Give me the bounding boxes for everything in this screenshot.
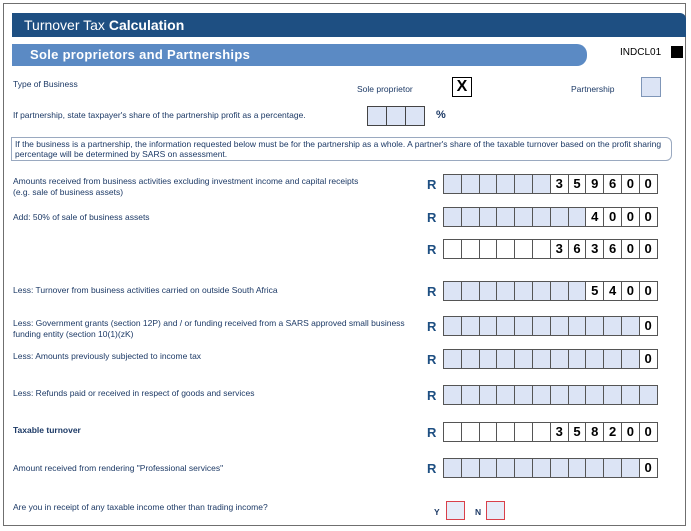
- percentage-digit-box[interactable]: [367, 106, 387, 126]
- form-title-bold: Calculation: [108, 17, 185, 33]
- amount-digit-box[interactable]: 3: [585, 239, 604, 259]
- other-income-no-checkbox[interactable]: [486, 501, 505, 520]
- amount-digit-box[interactable]: [568, 458, 587, 478]
- amount-digit-box[interactable]: [514, 316, 533, 336]
- amount-digit-box[interactable]: 3: [550, 174, 569, 194]
- amount-digit-box[interactable]: [532, 281, 551, 301]
- amount-digit-box[interactable]: [532, 349, 551, 369]
- amount-digit-box[interactable]: [639, 385, 658, 405]
- amount-digit-box[interactable]: [603, 316, 622, 336]
- amount-digit-box[interactable]: [514, 385, 533, 405]
- amount-digit-box[interactable]: [603, 349, 622, 369]
- amount-government-grants[interactable]: [443, 316, 657, 336]
- amount-digit-box[interactable]: [461, 207, 480, 227]
- amount-digit-box[interactable]: [550, 458, 569, 478]
- amount-digit-box[interactable]: [461, 422, 480, 442]
- amount-digit-box[interactable]: [443, 385, 462, 405]
- partnership-share-label: If partnership, state taxpayer's share of the partnership profit as a percentage.: [13, 110, 306, 120]
- amount-digit-box[interactable]: 0: [639, 207, 658, 227]
- amount-digit-box[interactable]: [479, 422, 498, 442]
- yes-label: Y: [434, 507, 440, 517]
- partnership-label: Partnership: [571, 84, 615, 94]
- amount-digit-box[interactable]: 0: [621, 281, 640, 301]
- row-label-sale-of-assets: Add: 50% of sale of business assets: [13, 212, 150, 222]
- percentage-digit-box[interactable]: [405, 106, 425, 126]
- amount-digit-box[interactable]: 6: [603, 239, 622, 259]
- amount-digit-box[interactable]: [496, 458, 515, 478]
- currency-label: R: [427, 284, 437, 299]
- amount-digit-box[interactable]: 9: [585, 174, 604, 194]
- amount-digit-box[interactable]: [443, 174, 462, 194]
- amount-digit-box[interactable]: [621, 458, 640, 478]
- amount-digit-box[interactable]: [568, 281, 587, 301]
- amount-digit-box[interactable]: 0: [621, 239, 640, 259]
- amount-digit-box[interactable]: [550, 207, 569, 227]
- amount-digit-box[interactable]: [621, 316, 640, 336]
- currency-label: R: [427, 425, 437, 440]
- amount-digit-box[interactable]: [496, 422, 515, 442]
- amount-digit-box[interactable]: [479, 239, 498, 259]
- amount-digit-box[interactable]: [496, 385, 515, 405]
- amount-digit-box[interactable]: [479, 385, 498, 405]
- amount-digit-box[interactable]: 0: [639, 316, 658, 336]
- form-code: INDCL01: [620, 47, 662, 58]
- amount-digit-box[interactable]: [461, 316, 480, 336]
- amount-digit-box[interactable]: [514, 239, 533, 259]
- amount-digit-box[interactable]: [496, 174, 515, 194]
- amount-digit-box[interactable]: [479, 281, 498, 301]
- row-label-taxable-turnover: Taxable turnover: [13, 425, 81, 435]
- amount-digit-box[interactable]: [443, 349, 462, 369]
- amount-digit-box[interactable]: [532, 385, 551, 405]
- amount-refunds[interactable]: [443, 385, 657, 405]
- sole-proprietor-checkbox[interactable]: X: [452, 77, 472, 97]
- partnership-note: If the business is a partnership, the information requested below must be for the partnership as a whole. A partner's share of the taxable turnover based on the profit sharing percentage will be determined by SARS on assessment.: [11, 137, 672, 161]
- sole-proprietor-label: Sole proprietor: [357, 84, 413, 94]
- amount-previously-taxed[interactable]: [443, 349, 657, 369]
- amount-digit-box[interactable]: [568, 316, 587, 336]
- other-income-yes-checkbox[interactable]: [446, 501, 465, 520]
- amount-digit-box[interactable]: [496, 239, 515, 259]
- amount-digit-box[interactable]: 4: [603, 281, 622, 301]
- amount-digit-box[interactable]: 3: [550, 239, 569, 259]
- amount-digit-box[interactable]: [514, 174, 533, 194]
- amount-digit-box[interactable]: [461, 281, 480, 301]
- amount-taxable-turnover[interactable]: [443, 422, 657, 442]
- amount-digit-box[interactable]: 0: [639, 174, 658, 194]
- amount-business-receipts[interactable]: [443, 174, 657, 194]
- amount-digit-box[interactable]: [514, 422, 533, 442]
- amount-digit-box[interactable]: 6: [603, 174, 622, 194]
- amount-digit-box[interactable]: [568, 385, 587, 405]
- amount-digit-box[interactable]: 0: [621, 174, 640, 194]
- amount-digit-box[interactable]: [585, 458, 604, 478]
- partnership-share-input[interactable]: [367, 106, 424, 126]
- amount-digit-box[interactable]: [621, 385, 640, 405]
- amount-digit-box[interactable]: [443, 458, 462, 478]
- amount-digit-box[interactable]: [603, 458, 622, 478]
- amount-digit-box[interactable]: [479, 316, 498, 336]
- other-income-question: Are you in receipt of any taxable income other than trading income?: [13, 502, 268, 512]
- amount-digit-box[interactable]: [461, 458, 480, 478]
- amount-digit-box[interactable]: [514, 458, 533, 478]
- amount-digit-box[interactable]: [496, 207, 515, 227]
- amount-digit-box[interactable]: 0: [621, 207, 640, 227]
- currency-label: R: [427, 242, 437, 257]
- amount-digit-box[interactable]: [479, 349, 498, 369]
- amount-digit-box[interactable]: 0: [621, 422, 640, 442]
- amount-digit-box[interactable]: [461, 385, 480, 405]
- amount-digit-box[interactable]: [479, 207, 498, 227]
- currency-label: R: [427, 319, 437, 334]
- amount-digit-box[interactable]: [443, 281, 462, 301]
- amount-digit-box[interactable]: [585, 316, 604, 336]
- amount-digit-box[interactable]: [479, 458, 498, 478]
- currency-label: R: [427, 177, 437, 192]
- row-label-previously-taxed: Less: Amounts previously subjected to income tax: [13, 351, 202, 361]
- amount-digit-box[interactable]: [532, 174, 551, 194]
- partnership-checkbox[interactable]: [641, 77, 661, 97]
- amount-digit-box[interactable]: [550, 349, 569, 369]
- business-type-label: Type of Business: [13, 79, 78, 89]
- amount-digit-box[interactable]: [496, 349, 515, 369]
- amount-digit-box[interactable]: 5: [585, 281, 604, 301]
- no-label: N: [475, 507, 482, 517]
- amount-digit-box[interactable]: 0: [639, 349, 658, 369]
- currency-label: R: [427, 210, 437, 225]
- amount-digit-box[interactable]: [568, 349, 587, 369]
- amount-digit-box[interactable]: [532, 316, 551, 336]
- row-label-outside-sa: Less: Turnover from business activities carried on outside South Africa: [13, 285, 278, 295]
- amount-digit-box[interactable]: [532, 458, 551, 478]
- amount-digit-box[interactable]: [532, 207, 551, 227]
- amount-digit-box[interactable]: [568, 207, 587, 227]
- form-frame: [3, 3, 686, 526]
- amount-digit-box[interactable]: [496, 316, 515, 336]
- amount-digit-box[interactable]: [603, 385, 622, 405]
- amount-digit-box[interactable]: 8: [585, 422, 604, 442]
- amount-digit-box[interactable]: [550, 316, 569, 336]
- amount-professional-services[interactable]: [443, 458, 657, 478]
- amount-digit-box[interactable]: 6: [568, 239, 587, 259]
- row-label-refunds: Less: Refunds paid or received in respect of goods and services: [13, 388, 255, 398]
- amount-digit-box[interactable]: [514, 349, 533, 369]
- amount-digit-box[interactable]: [479, 174, 498, 194]
- amount-digit-box[interactable]: [461, 239, 480, 259]
- amount-digit-box[interactable]: 4: [585, 207, 604, 227]
- amount-digit-box[interactable]: 5: [568, 174, 587, 194]
- amount-digit-box[interactable]: 2: [603, 422, 622, 442]
- amount-digit-box[interactable]: [461, 349, 480, 369]
- amount-digit-box[interactable]: [443, 316, 462, 336]
- amount-outside-sa[interactable]: [443, 281, 657, 301]
- form-marker-square: [671, 46, 683, 58]
- amount-digit-box[interactable]: 0: [603, 207, 622, 227]
- amount-digit-box[interactable]: [514, 207, 533, 227]
- amount-subtotal[interactable]: [443, 239, 657, 259]
- form-title-regular: Turnover Tax: [24, 17, 109, 33]
- currency-label: R: [427, 388, 437, 403]
- percent-sign: %: [436, 109, 446, 121]
- currency-label: R: [427, 352, 437, 367]
- amount-digit-box[interactable]: [443, 207, 462, 227]
- row-label-business-receipts: Amounts received from business activities excluding investment income and capital receipts (e.g. sale of business assets): [13, 176, 359, 197]
- amount-digit-box[interactable]: [550, 281, 569, 301]
- form-title-bar: [12, 13, 686, 37]
- amount-digit-box[interactable]: [621, 349, 640, 369]
- row-label-professional-services: Amount received from rendering "Professional services": [13, 463, 224, 473]
- currency-label: R: [427, 461, 437, 476]
- amount-sale-of-assets[interactable]: [443, 207, 657, 227]
- amount-digit-box[interactable]: 0: [639, 422, 658, 442]
- amount-digit-box[interactable]: [532, 422, 551, 442]
- row-label-government-grants: Less: Government grants (section 12P) and / or funding received from a SARS approved small business funding entity (section 10(1)(zK): [13, 318, 405, 339]
- amount-digit-box[interactable]: [461, 174, 480, 194]
- amount-digit-box[interactable]: 0: [639, 239, 658, 259]
- amount-digit-box[interactable]: [585, 385, 604, 405]
- percentage-digit-box[interactable]: [386, 106, 406, 126]
- amount-digit-box[interactable]: [443, 239, 462, 259]
- amount-digit-box[interactable]: [550, 385, 569, 405]
- amount-digit-box[interactable]: [496, 281, 515, 301]
- amount-digit-box[interactable]: [514, 281, 533, 301]
- amount-digit-box[interactable]: 5: [568, 422, 587, 442]
- amount-digit-box[interactable]: [443, 422, 462, 442]
- amount-digit-box[interactable]: [585, 349, 604, 369]
- section-title: Sole proprietors and Partnerships: [12, 44, 587, 66]
- amount-digit-box[interactable]: 3: [550, 422, 569, 442]
- amount-digit-box[interactable]: 0: [639, 458, 658, 478]
- amount-digit-box[interactable]: 0: [639, 281, 658, 301]
- amount-digit-box[interactable]: [532, 239, 551, 259]
